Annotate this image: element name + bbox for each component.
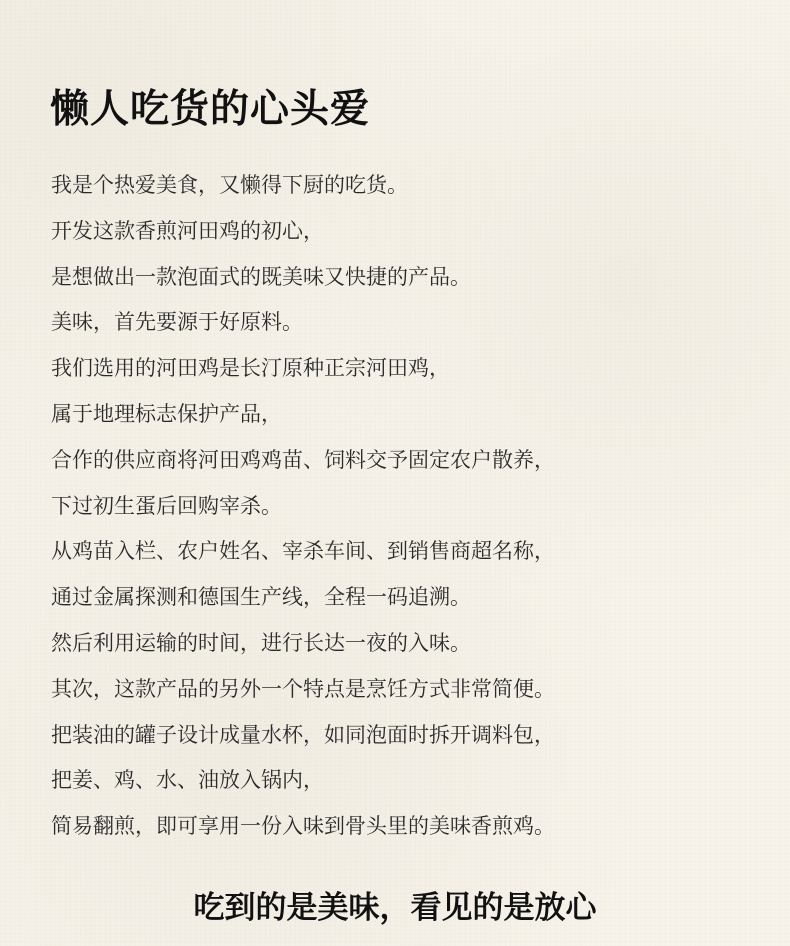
story-line: 然后利用运输的时间，进行长达一夜的入味。 — [51, 630, 471, 655]
story-line: 我是个热爱美食，又懒得下厨的吃货。 — [51, 173, 408, 197]
story-line: 其次，这款产品的另外一个特点是烹饪方式非常简便。 — [51, 676, 555, 701]
story-line: 是想做出一款泡面式的既美味又快捷的产品。 — [51, 264, 471, 289]
page-title: 懒人吃货的心头爱 — [50, 87, 371, 132]
story-line: 属于地理标志保护产品， — [51, 401, 282, 426]
story-line: 合作的供应商将河田鸡鸡苗、饲料交予固定农户散养， — [51, 447, 555, 472]
story-line: 开发这款香煎河田鸡的初心， — [51, 218, 324, 243]
story-line: 把装油的罐子设计成量水杯，如同泡面时拆开调料包， — [51, 722, 555, 747]
story-line: 美味，首先要源于好原料。 — [51, 310, 303, 335]
story-line: 从鸡苗入栏、农户姓名、宰杀车间、到销售商超名称， — [51, 539, 555, 564]
story-line: 下过初生蛋后回购宰杀。 — [51, 493, 282, 518]
story-line: 简易翻煎，即可享用一份入味到骨头里的美味香煎鸡。 — [51, 814, 555, 839]
story-line: 通过金属探测和德国生产线，全程一码追溯。 — [51, 585, 471, 610]
closing-slogan: 吃到的是美味，看见的是放心 — [193, 890, 597, 926]
story-line: 我们选用的河田鸡是长汀原种正宗河田鸡， — [51, 356, 450, 381]
story-paragraph — [51, 163, 751, 850]
story-line: 把姜、鸡、水、油放入锅内， — [51, 768, 324, 793]
